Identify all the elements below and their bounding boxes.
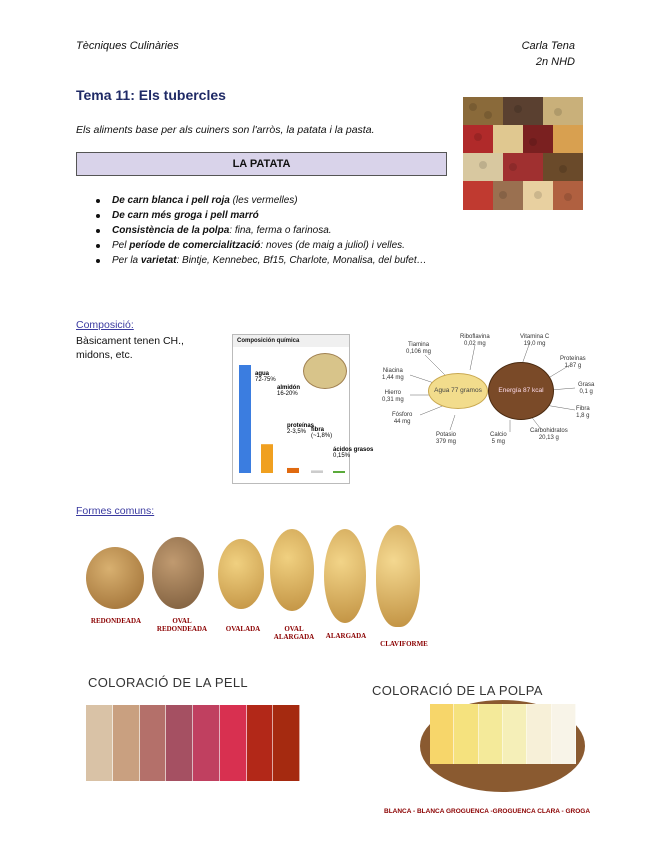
shape-label: OVALADA bbox=[225, 625, 261, 633]
skin-color-swatch bbox=[113, 705, 140, 781]
header-subject: Tècniques Culinàries bbox=[76, 40, 179, 52]
composicio-heading: Composició: bbox=[76, 319, 134, 331]
chart-title: Composición química bbox=[233, 335, 349, 347]
page-title: Tema 11: Els tubercles bbox=[76, 87, 226, 103]
bar-label: proteínas bbox=[287, 423, 315, 429]
potato-long-icon bbox=[324, 529, 366, 623]
shape-label: CLAVIFORME bbox=[380, 640, 428, 648]
shape-label: OVAL REDONDEADA bbox=[156, 617, 208, 633]
nutrient-label: Fósforo 44 mg bbox=[392, 412, 413, 425]
skin-color-swatch bbox=[166, 705, 193, 781]
header-author: Carla Tena bbox=[521, 40, 575, 52]
composition-bar bbox=[261, 444, 273, 473]
bar-label: fibra bbox=[311, 427, 325, 433]
potato-oval-round-icon bbox=[152, 537, 204, 609]
skin-color-scale bbox=[86, 705, 300, 781]
bullet-list bbox=[92, 193, 562, 268]
nutrient-label: Grasa 0,1 g bbox=[578, 382, 595, 395]
nutrient-label: Riboflavina 0,02 mg bbox=[460, 334, 490, 347]
bullet-item: Pel període de comercialització: noves (de maig a juliol) i velles. bbox=[92, 238, 562, 253]
flesh-color-swatch bbox=[552, 704, 576, 764]
skin-color-swatch bbox=[247, 705, 274, 781]
flesh-color-swatch bbox=[454, 704, 478, 764]
composition-bar bbox=[333, 471, 345, 473]
composition-bar bbox=[311, 470, 323, 473]
header-group: 2n NHD bbox=[535, 56, 575, 68]
bar-label: agua bbox=[255, 371, 270, 377]
nutrient-label: Vitamina C 19,0 mg bbox=[520, 334, 550, 347]
intro-text: Els aliments base per als cuiners son l'arròs, la patata i la pasta. bbox=[76, 124, 375, 136]
nutrient-label: Hierro 0,31 mg bbox=[382, 390, 404, 403]
bar-range: (~1,8%) bbox=[311, 433, 333, 439]
composition-bar bbox=[287, 468, 299, 473]
nutrients-diagram bbox=[380, 330, 600, 450]
bar-range: 72-75% bbox=[255, 377, 276, 383]
bar-range: 0,15% bbox=[333, 453, 351, 459]
bar-range: 16-20% bbox=[277, 391, 298, 397]
nutrient-label: Niacina 1,44 mg bbox=[382, 368, 404, 381]
bullet-item: Consistència de la polpa: fina, ferma o farinosa. bbox=[92, 223, 562, 238]
polpa-title: COLORACIÓ DE LA POLPA bbox=[372, 683, 543, 698]
flesh-color-swatch bbox=[503, 704, 527, 764]
skin-color-swatch bbox=[220, 705, 247, 781]
bar-range: 2-3,5% bbox=[287, 429, 307, 435]
formes-heading: Formes comuns: bbox=[76, 505, 155, 517]
bullet-item: Per la varietat: Bintje, Kennebec, Bf15, Charlote, Monalisa, del bufet… bbox=[92, 253, 562, 268]
nutrient-label: Carbohidratos 20,13 g bbox=[530, 428, 568, 441]
shape-label: OVAL ALARGADA bbox=[273, 625, 315, 641]
nutrient-label: Potasio 379 mg bbox=[436, 432, 457, 445]
skin-color-swatch bbox=[140, 705, 167, 781]
potato-oval-long-icon bbox=[270, 529, 314, 611]
nutrient-label: Fibra 1,8 g bbox=[576, 406, 590, 419]
nutrient-label: Proteínas 1,87 g bbox=[560, 356, 586, 369]
composition-bar bbox=[239, 365, 251, 473]
energy-potato: Energía 87 kcal bbox=[488, 362, 554, 420]
potato-claviform-icon bbox=[376, 525, 420, 627]
flesh-color-swatch bbox=[430, 704, 454, 764]
potato-round-icon bbox=[86, 547, 144, 609]
section-box-title: LA PATATA bbox=[76, 152, 447, 176]
nutrient-label: Tiamina 0,106 mg bbox=[406, 342, 432, 355]
shape-label: REDONDEADA bbox=[90, 617, 142, 625]
skin-color-swatch bbox=[193, 705, 220, 781]
flesh-color-scale bbox=[430, 704, 576, 764]
flesh-legend: BLANCA - BLANCA GROGUENCA -GROGUENCA CLARA - GROGA bbox=[384, 808, 591, 815]
composition-chart bbox=[232, 334, 374, 484]
shape-label: ALARGADA bbox=[325, 632, 367, 640]
skin-color-swatch bbox=[273, 705, 300, 781]
flesh-color-swatch bbox=[527, 704, 551, 764]
composicio-text: Bàsicament tenen CH., midons, etc. bbox=[76, 335, 184, 361]
pell-title: COLORACIÓ DE LA PELL bbox=[88, 675, 248, 690]
bullet-item: De carn més groga i pell marró bbox=[92, 208, 562, 223]
potato-oval-icon bbox=[218, 539, 264, 609]
nutrient-label: Calcio 5 mg bbox=[490, 432, 507, 445]
bullet-item: De carn blanca i pell roja (les vermelles) bbox=[92, 193, 562, 208]
bar-label: ácidos grasos bbox=[333, 447, 374, 453]
water-potato: Agua 77 gramos bbox=[428, 373, 488, 409]
skin-color-swatch bbox=[86, 705, 113, 781]
composition-bars bbox=[233, 347, 374, 483]
flesh-color-swatch bbox=[479, 704, 503, 764]
bar-label: almidón bbox=[277, 385, 301, 391]
